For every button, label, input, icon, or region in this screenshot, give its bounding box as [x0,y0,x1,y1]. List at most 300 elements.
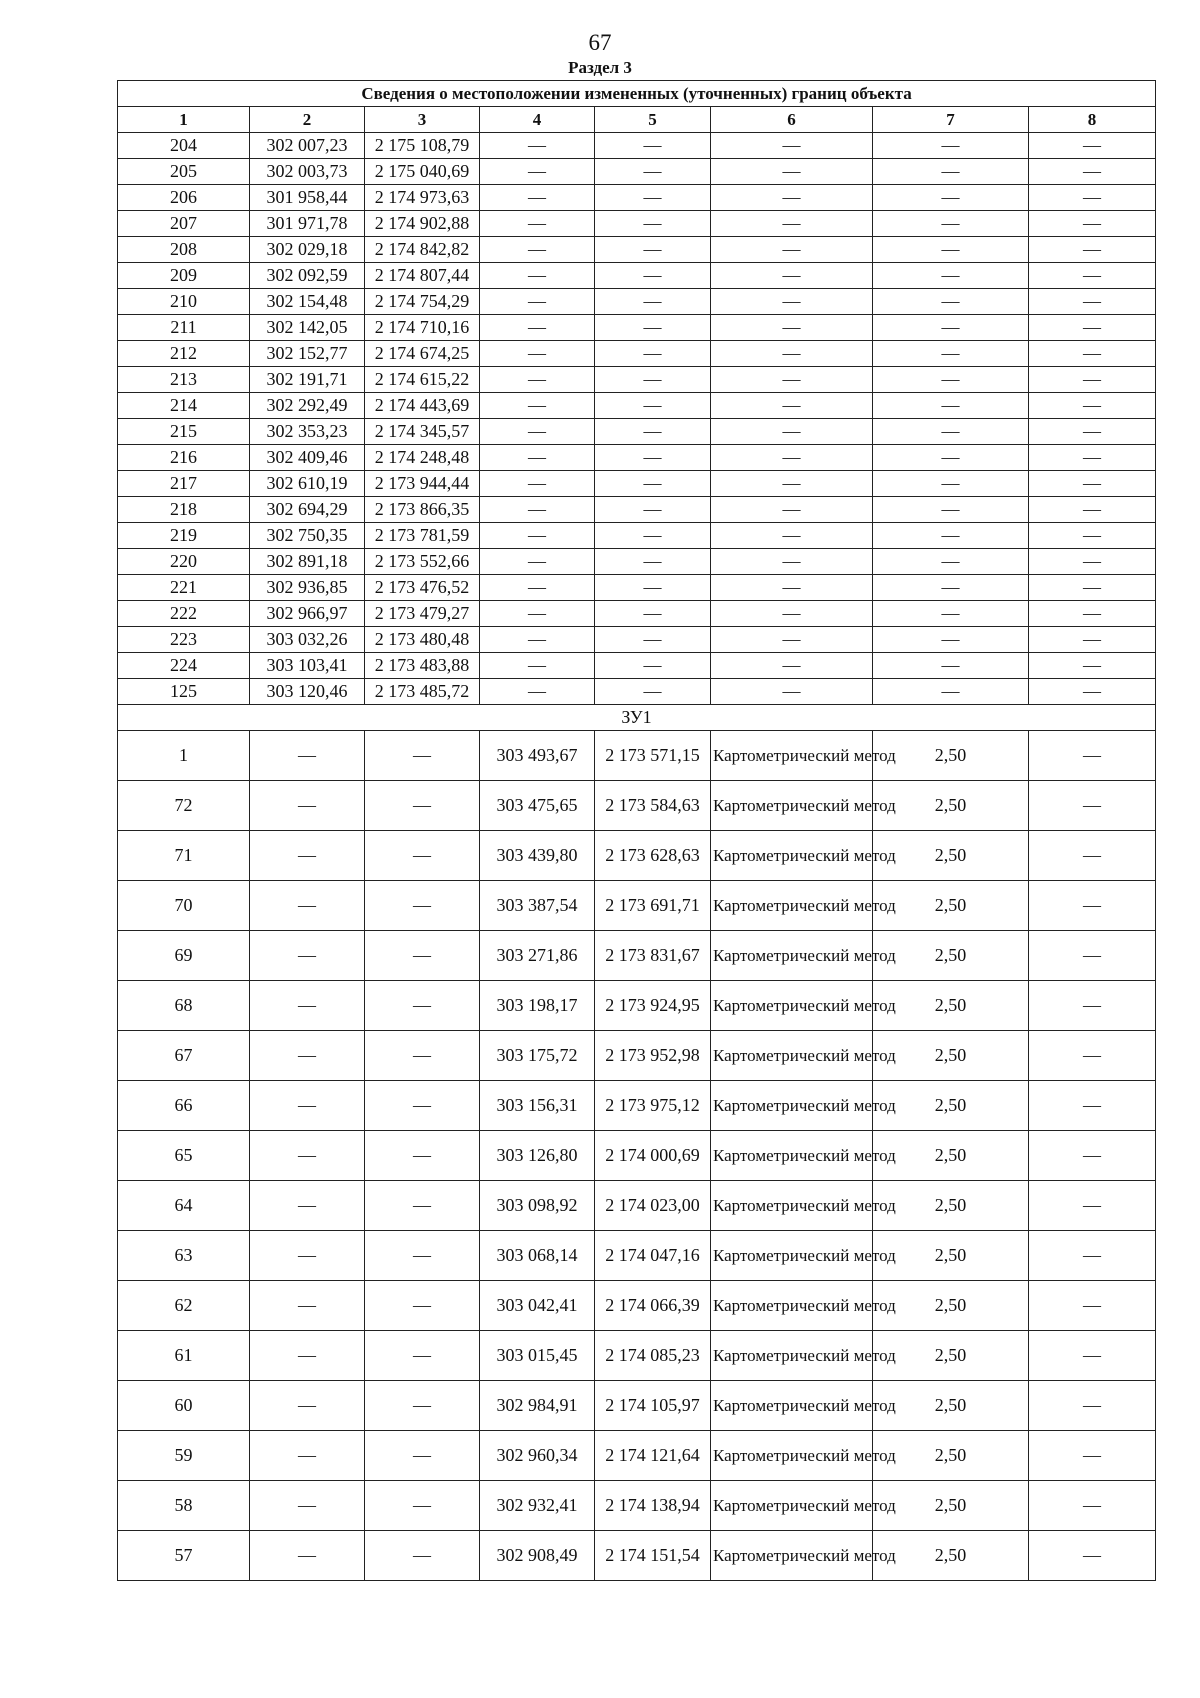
method-cell: — [711,419,873,445]
description-cell: — [1029,1381,1156,1431]
x-coordinate-old-cell: 302 694,29 [250,497,365,523]
precision-cell: — [873,523,1029,549]
precision-cell: — [873,549,1029,575]
x-coordinate-new-cell: 302 960,34 [480,1431,595,1481]
x-coordinate-old-cell: 302 353,23 [250,419,365,445]
description-cell: — [1029,653,1156,679]
description-cell: — [1029,627,1156,653]
x-coordinate-old-cell: — [250,931,365,981]
description-cell: — [1029,1481,1156,1531]
x-coordinate-old-cell: 302 966,97 [250,601,365,627]
x-coordinate-new-cell: — [480,393,595,419]
method-cell: — [711,211,873,237]
precision-cell: — [873,289,1029,315]
description-cell: — [1029,497,1156,523]
x-coordinate-new-cell: — [480,185,595,211]
x-coordinate-old-cell: 301 958,44 [250,185,365,211]
y-coordinate-old-cell: 2 174 710,16 [365,315,480,341]
point-number-cell: 224 [118,653,250,679]
y-coordinate-old-cell: — [365,931,480,981]
point-number-cell: 67 [118,1031,250,1081]
x-coordinate-new-cell: — [480,627,595,653]
y-coordinate-old-cell: 2 173 480,48 [365,627,480,653]
x-coordinate-old-cell: — [250,1381,365,1431]
table-row [118,1231,1156,1281]
y-coordinate-new-cell: 2 174 105,97 [595,1381,711,1431]
group-label: ЗУ1 [118,705,1156,731]
method-cell: Картометрический метод [711,1231,873,1281]
method-cell: Картометрический метод [711,981,873,1031]
x-coordinate-old-cell: 302 610,19 [250,471,365,497]
x-coordinate-new-cell: — [480,523,595,549]
description-cell: — [1029,523,1156,549]
table-row [118,315,1156,341]
method-cell: — [711,679,873,705]
point-number-cell: 218 [118,497,250,523]
point-number-cell: 213 [118,367,250,393]
description-cell: — [1029,185,1156,211]
description-cell: — [1029,731,1156,781]
y-coordinate-old-cell: — [365,731,480,781]
point-number-cell: 210 [118,289,250,315]
x-coordinate-new-cell: 303 015,45 [480,1331,595,1381]
x-coordinate-old-cell: 302 891,18 [250,549,365,575]
precision-cell: 2,50 [873,1381,1029,1431]
precision-cell: — [873,679,1029,705]
y-coordinate-new-cell: 2 174 047,16 [595,1231,711,1281]
y-coordinate-new-cell: — [595,523,711,549]
precision-cell: — [873,237,1029,263]
x-coordinate-old-cell: 302 154,48 [250,289,365,315]
precision-cell: — [873,367,1029,393]
precision-cell: 2,50 [873,781,1029,831]
y-coordinate-new-cell: — [595,133,711,159]
precision-cell: 2,50 [873,731,1029,781]
x-coordinate-old-cell: 302 092,59 [250,263,365,289]
point-number-cell: 217 [118,471,250,497]
x-coordinate-new-cell: — [480,263,595,289]
table-row [118,679,1156,705]
point-number-cell: 205 [118,159,250,185]
method-cell: Картометрический метод [711,1281,873,1331]
x-coordinate-new-cell: — [480,159,595,185]
precision-cell: 2,50 [873,1331,1029,1381]
method-cell: Картометрический метод [711,1031,873,1081]
description-cell: — [1029,831,1156,881]
y-coordinate-new-cell: — [595,263,711,289]
x-coordinate-new-cell: 303 098,92 [480,1181,595,1231]
y-coordinate-new-cell: 2 173 571,15 [595,731,711,781]
point-number-cell: 68 [118,981,250,1031]
y-coordinate-new-cell: — [595,315,711,341]
x-coordinate-old-cell: 303 032,26 [250,627,365,653]
point-number-cell: 69 [118,931,250,981]
column-number: 6 [711,107,873,133]
y-coordinate-new-cell: 2 174 151,54 [595,1531,711,1581]
y-coordinate-old-cell: — [365,1381,480,1431]
column-number: 5 [595,107,711,133]
y-coordinate-new-cell: — [595,367,711,393]
table-row [118,831,1156,881]
table-row [118,1481,1156,1531]
point-number-cell: 58 [118,1481,250,1531]
method-cell: — [711,185,873,211]
table-row [118,289,1156,315]
table-row [118,1031,1156,1081]
table-row [118,627,1156,653]
table-row [118,471,1156,497]
x-coordinate-new-cell: 302 932,41 [480,1481,595,1531]
x-coordinate-new-cell: — [480,549,595,575]
x-coordinate-old-cell: — [250,981,365,1031]
method-cell: Картометрический метод [711,1381,873,1431]
description-cell: — [1029,367,1156,393]
x-coordinate-new-cell: — [480,367,595,393]
x-coordinate-old-cell: — [250,1231,365,1281]
x-coordinate-old-cell: — [250,1431,365,1481]
table-row [118,1381,1156,1431]
precision-cell: — [873,341,1029,367]
y-coordinate-old-cell: 2 175 040,69 [365,159,480,185]
table-row [118,445,1156,471]
method-cell: Картометрический метод [711,731,873,781]
y-coordinate-new-cell: — [595,419,711,445]
table-row [118,1331,1156,1381]
table-row [118,185,1156,211]
x-coordinate-old-cell: 302 003,73 [250,159,365,185]
y-coordinate-new-cell: — [595,393,711,419]
description-cell: — [1029,315,1156,341]
y-coordinate-old-cell: 2 174 248,48 [365,445,480,471]
y-coordinate-new-cell: — [595,445,711,471]
description-cell: — [1029,1531,1156,1581]
precision-cell: — [873,185,1029,211]
x-coordinate-old-cell: — [250,1031,365,1081]
method-cell: — [711,653,873,679]
y-coordinate-old-cell: 2 174 973,63 [365,185,480,211]
y-coordinate-new-cell: 2 174 121,64 [595,1431,711,1481]
precision-cell: — [873,627,1029,653]
method-cell: — [711,237,873,263]
description-cell: — [1029,1131,1156,1181]
y-coordinate-old-cell: — [365,1331,480,1381]
x-coordinate-old-cell: — [250,831,365,881]
description-cell: — [1029,1281,1156,1331]
point-number-cell: 209 [118,263,250,289]
x-coordinate-old-cell: — [250,1531,365,1581]
x-coordinate-old-cell: 302 007,23 [250,133,365,159]
description-cell: — [1029,575,1156,601]
description-cell: — [1029,393,1156,419]
table-body [118,133,1156,1581]
y-coordinate-old-cell: — [365,1481,480,1531]
precision-cell: — [873,133,1029,159]
x-coordinate-new-cell: 303 198,17 [480,981,595,1031]
point-number-cell: 60 [118,1381,250,1431]
method-cell: — [711,393,873,419]
y-coordinate-new-cell: — [595,289,711,315]
table-row [118,263,1156,289]
method-cell: Картометрический метод [711,1431,873,1481]
y-coordinate-old-cell: 2 173 944,44 [365,471,480,497]
y-coordinate-old-cell: — [365,1031,480,1081]
precision-cell: 2,50 [873,1431,1029,1481]
description-cell: — [1029,1431,1156,1481]
x-coordinate-new-cell: — [480,289,595,315]
column-number: 2 [250,107,365,133]
point-number-cell: 220 [118,549,250,575]
point-number-cell: 59 [118,1431,250,1481]
table-row [118,159,1156,185]
x-coordinate-new-cell: 302 908,49 [480,1531,595,1581]
y-coordinate-new-cell: — [595,497,711,523]
x-coordinate-new-cell: 303 439,80 [480,831,595,881]
y-coordinate-old-cell: — [365,1131,480,1181]
point-number-cell: 70 [118,881,250,931]
method-cell: Картометрический метод [711,831,873,881]
y-coordinate-old-cell: — [365,1181,480,1231]
column-number: 3 [365,107,480,133]
method-cell: — [711,601,873,627]
point-number-cell: 57 [118,1531,250,1581]
y-coordinate-old-cell: — [365,781,480,831]
method-cell: Картометрический метод [711,1181,873,1231]
x-coordinate-new-cell: 303 475,65 [480,781,595,831]
point-number-cell: 71 [118,831,250,881]
method-cell: — [711,367,873,393]
point-number-cell: 61 [118,1331,250,1381]
description-cell: — [1029,881,1156,931]
table-caption: Сведения о местоположении измененных (уточненных) границ объекта [118,81,1156,107]
y-coordinate-new-cell: 2 174 066,39 [595,1281,711,1331]
description-cell: — [1029,549,1156,575]
x-coordinate-old-cell: — [250,1131,365,1181]
description-cell: — [1029,931,1156,981]
x-coordinate-old-cell: — [250,1081,365,1131]
description-cell: — [1029,601,1156,627]
table-row [118,1081,1156,1131]
y-coordinate-old-cell: — [365,1231,480,1281]
precision-cell: 2,50 [873,1481,1029,1531]
table-row [118,367,1156,393]
method-cell: — [711,549,873,575]
method-cell: — [711,133,873,159]
y-coordinate-new-cell: — [595,185,711,211]
description-cell: — [1029,679,1156,705]
y-coordinate-new-cell: 2 173 584,63 [595,781,711,831]
precision-cell: 2,50 [873,1281,1029,1331]
method-cell: — [711,575,873,601]
column-number-row [118,107,1156,133]
y-coordinate-old-cell: — [365,981,480,1031]
precision-cell: — [873,393,1029,419]
description-cell: — [1029,1081,1156,1131]
precision-cell: 2,50 [873,1081,1029,1131]
y-coordinate-new-cell: — [595,471,711,497]
table-row [118,341,1156,367]
y-coordinate-new-cell: — [595,211,711,237]
table-row [118,497,1156,523]
description-cell: — [1029,1331,1156,1381]
point-number-cell: 208 [118,237,250,263]
column-number: 7 [873,107,1029,133]
y-coordinate-old-cell: — [365,1281,480,1331]
table-row [118,1131,1156,1181]
x-coordinate-old-cell: — [250,1331,365,1381]
table-row [118,523,1156,549]
table-row [118,731,1156,781]
page-number: 67 [588,30,612,55]
y-coordinate-old-cell: 2 175 108,79 [365,133,480,159]
y-coordinate-new-cell: — [595,341,711,367]
description-cell: — [1029,419,1156,445]
y-coordinate-new-cell: 2 174 000,69 [595,1131,711,1181]
method-cell: — [711,341,873,367]
precision-cell: — [873,211,1029,237]
y-coordinate-old-cell: 2 173 479,27 [365,601,480,627]
y-coordinate-new-cell: 2 174 138,94 [595,1481,711,1531]
y-coordinate-new-cell: 2 173 975,12 [595,1081,711,1131]
point-number-cell: 204 [118,133,250,159]
group-row [118,705,1156,731]
description-cell: — [1029,237,1156,263]
y-coordinate-new-cell: 2 173 831,67 [595,931,711,981]
precision-cell: — [873,263,1029,289]
y-coordinate-old-cell: 2 173 781,59 [365,523,480,549]
y-coordinate-new-cell: — [595,575,711,601]
x-coordinate-old-cell: 302 029,18 [250,237,365,263]
table-row [118,1431,1156,1481]
method-cell: — [711,445,873,471]
x-coordinate-new-cell: — [480,445,595,471]
method-cell: — [711,497,873,523]
point-number-cell: 211 [118,315,250,341]
table-row [118,881,1156,931]
point-number-cell: 221 [118,575,250,601]
method-cell: — [711,159,873,185]
precision-cell: 2,50 [873,1181,1029,1231]
point-number-cell: 206 [118,185,250,211]
x-coordinate-new-cell: 302 984,91 [480,1381,595,1431]
method-cell: Картометрический метод [711,931,873,981]
x-coordinate-old-cell: — [250,1281,365,1331]
x-coordinate-old-cell: 302 409,46 [250,445,365,471]
y-coordinate-new-cell: 2 173 691,71 [595,881,711,931]
y-coordinate-old-cell: 2 174 902,88 [365,211,480,237]
column-number: 8 [1029,107,1156,133]
x-coordinate-new-cell: 303 175,72 [480,1031,595,1081]
column-number: 4 [480,107,595,133]
method-cell: — [711,289,873,315]
precision-cell: 2,50 [873,881,1029,931]
method-cell: — [711,263,873,289]
table-row [118,237,1156,263]
x-coordinate-new-cell: — [480,315,595,341]
x-coordinate-new-cell: — [480,653,595,679]
x-coordinate-old-cell: 303 120,46 [250,679,365,705]
description-cell: — [1029,1181,1156,1231]
precision-cell: — [873,653,1029,679]
method-cell: — [711,315,873,341]
y-coordinate-new-cell: 2 173 628,63 [595,831,711,881]
table-row [118,419,1156,445]
y-coordinate-old-cell: 2 173 866,35 [365,497,480,523]
table-row [118,1281,1156,1331]
method-cell: Картометрический метод [711,1131,873,1181]
point-number-cell: 1 [118,731,250,781]
y-coordinate-old-cell: 2 173 476,52 [365,575,480,601]
x-coordinate-old-cell: 302 936,85 [250,575,365,601]
description-cell: — [1029,133,1156,159]
y-coordinate-old-cell: 2 174 807,44 [365,263,480,289]
x-coordinate-new-cell: — [480,237,595,263]
y-coordinate-old-cell: 2 174 345,57 [365,419,480,445]
y-coordinate-old-cell: 2 174 615,22 [365,367,480,393]
x-coordinate-new-cell: 303 156,31 [480,1081,595,1131]
point-number-cell: 222 [118,601,250,627]
x-coordinate-old-cell: 302 750,35 [250,523,365,549]
precision-cell: — [873,315,1029,341]
method-cell: Картометрический метод [711,1481,873,1531]
precision-cell: 2,50 [873,1131,1029,1181]
precision-cell: — [873,445,1029,471]
x-coordinate-old-cell: — [250,1181,365,1231]
precision-cell: 2,50 [873,931,1029,981]
description-cell: — [1029,471,1156,497]
y-coordinate-new-cell: 2 174 085,23 [595,1331,711,1381]
x-coordinate-old-cell: 302 152,77 [250,341,365,367]
point-number-cell: 212 [118,341,250,367]
method-cell: — [711,627,873,653]
point-number-cell: 72 [118,781,250,831]
point-number-cell: 215 [118,419,250,445]
boundary-table [117,80,1156,1581]
y-coordinate-new-cell: 2 174 023,00 [595,1181,711,1231]
precision-cell: 2,50 [873,981,1029,1031]
precision-cell: — [873,575,1029,601]
point-number-cell: 214 [118,393,250,419]
section-title: Раздел 3 [568,58,632,77]
y-coordinate-old-cell: 2 174 443,69 [365,393,480,419]
table-row [118,211,1156,237]
point-number-cell: 125 [118,679,250,705]
table-row [118,653,1156,679]
y-coordinate-new-cell: — [595,237,711,263]
precision-cell: — [873,159,1029,185]
description-cell: — [1029,263,1156,289]
y-coordinate-new-cell: — [595,679,711,705]
x-coordinate-new-cell: — [480,133,595,159]
precision-cell: — [873,601,1029,627]
y-coordinate-old-cell: — [365,1081,480,1131]
x-coordinate-new-cell: 303 068,14 [480,1231,595,1281]
precision-cell: — [873,419,1029,445]
y-coordinate-new-cell: — [595,549,711,575]
description-cell: — [1029,1231,1156,1281]
description-cell: — [1029,981,1156,1031]
x-coordinate-new-cell: 303 126,80 [480,1131,595,1181]
table-row [118,931,1156,981]
precision-cell: 2,50 [873,831,1029,881]
y-coordinate-old-cell: 2 173 552,66 [365,549,480,575]
y-coordinate-new-cell: — [595,601,711,627]
x-coordinate-new-cell: — [480,679,595,705]
y-coordinate-old-cell: — [365,1531,480,1581]
method-cell: — [711,523,873,549]
table-row [118,1531,1156,1581]
x-coordinate-new-cell: — [480,419,595,445]
description-cell: — [1029,781,1156,831]
